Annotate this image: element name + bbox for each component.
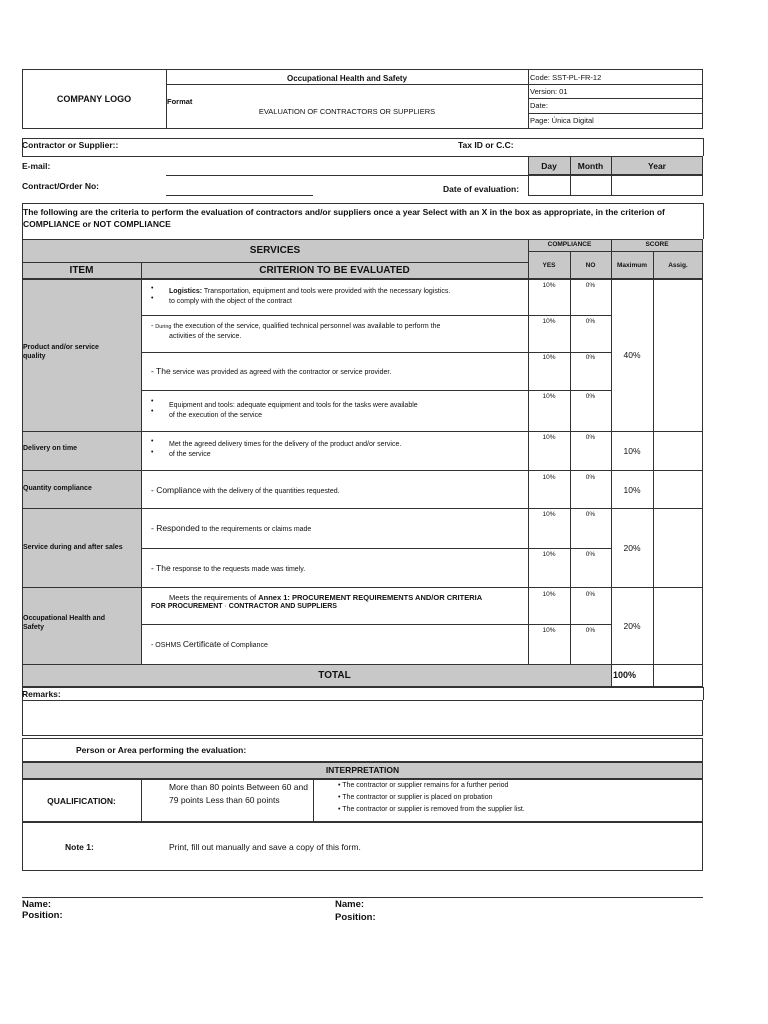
bullet-icon: •	[338, 782, 343, 789]
criterion-annex: Meets the requirements of Annex 1: PROCUREMENT REQUIREMENTS AND/OR CRITERIA	[169, 593, 483, 602]
yes-value[interactable]: 10%	[542, 434, 556, 441]
item-product-quality: Product and/or service quality	[23, 344, 99, 360]
no-value[interactable]: 0%	[585, 393, 596, 400]
bullet-icon: •	[151, 408, 154, 415]
remarks-field[interactable]	[22, 700, 703, 736]
total-label: TOTAL	[318, 670, 351, 681]
date-eval-label: Date of evaluation:	[443, 184, 520, 194]
item-service-after-sales: Service during and after sales	[23, 544, 123, 551]
max-score-quantity: 10%	[623, 485, 641, 495]
criterion-responded: - Responded to the requirements or claims made	[151, 523, 312, 533]
item-delivery-on-time: Delivery on time	[23, 445, 78, 452]
tax-id-label: Tax ID or C.C:	[458, 140, 514, 150]
criterion-delivery-times-2: of the service	[169, 451, 211, 458]
form-page: Page: Única Digital	[530, 116, 594, 125]
interpretation-list	[338, 780, 525, 816]
note-text: Print, fill out manually and save a copy of this form.	[169, 842, 361, 852]
format-label: Format	[167, 97, 193, 106]
criterion-header: CRITERION TO BE EVALUATED	[259, 265, 410, 276]
criterion-as-agreed: - The service was provided as agreed with the contractor or service provider.	[151, 366, 392, 376]
bullet-icon: •	[151, 438, 154, 445]
form-title: Occupational Health and Safety	[286, 74, 408, 83]
yes-value[interactable]: 10%	[542, 627, 556, 634]
item-ohs: Occupational Health and Safety	[23, 615, 106, 631]
compliance-header: COMPLIANCE	[547, 241, 592, 248]
form-version: Version: 01	[530, 87, 568, 96]
contract-label: Contract/Order No:	[22, 181, 99, 191]
signature-position-2: Position:	[335, 912, 376, 923]
interpretation-item: • The contractor or supplier is placed on probation	[338, 794, 493, 801]
note-row	[22, 822, 703, 871]
yes-header: YES	[542, 262, 556, 269]
note-label: Note 1:	[65, 842, 94, 852]
bullet-icon: •	[151, 295, 154, 302]
item-header: ITEM	[69, 265, 94, 276]
yes-value[interactable]: 10%	[542, 591, 556, 598]
criterion-annex-2: FOR PROCUREMENT · CONTRACTOR AND SUPPLIERS	[151, 603, 337, 610]
no-value[interactable]: 0%	[585, 627, 596, 634]
criterion-timely: - The response to the requests made was timely.	[151, 563, 306, 573]
bullet-icon: •	[151, 285, 154, 292]
criterion-personnel: - During the execution of the service, qualified technical personnel was available to perform the	[151, 323, 441, 330]
bullet-icon: •	[151, 398, 154, 405]
interpretation-title: INTERPRETATION	[325, 765, 400, 775]
yes-value[interactable]: 10%	[542, 393, 556, 400]
bullet-icon: •	[338, 794, 343, 801]
intro-text: The following are the criteria to perform the evaluation of contractors and/or suppliers once a year Select with an X in the box as appropriate, in the criterion of COMPLIANCE or NOT COMPLIANCE	[23, 207, 665, 230]
interpretation-item: • The contractor or supplier remains for a further period	[338, 782, 509, 789]
assig-header: Assig.	[668, 262, 688, 269]
no-value[interactable]: 0%	[585, 318, 596, 325]
max-score-ohs: 20%	[623, 621, 641, 631]
criterion-quantities: - Compliance with the delivery of the quantities requested.	[151, 485, 340, 495]
form-code: Code: SST-PL-FR-12	[530, 73, 602, 82]
signature-name-2: Name:	[335, 899, 365, 910]
score-header: SCORE	[645, 241, 669, 248]
yes-value[interactable]: 10%	[542, 318, 556, 325]
criterion-oshms: - OSHMS Certificate of Compliance	[151, 639, 268, 649]
signature-position-1: Position:	[22, 910, 63, 921]
bullet-icon: •	[151, 449, 154, 456]
qualification-ranges: More than 80 points Between 60 and 79 points Less than 60 points	[169, 782, 308, 805]
interpretation-item: • The contractor or supplier is removed from the supplier list.	[338, 806, 525, 813]
signature-name-1: Name:	[22, 899, 52, 910]
no-value[interactable]: 0%	[585, 474, 596, 481]
criterion-logistics: Logistics: Transportation, equipment and tools were provided with the necessary logistics.	[169, 288, 451, 295]
no-value[interactable]: 0%	[585, 354, 596, 361]
email-label: E-mail:	[22, 161, 51, 171]
max-score-delivery: 10%	[623, 446, 641, 456]
form-date: Date:	[530, 101, 548, 110]
services-title: SERVICES	[249, 245, 301, 256]
no-value[interactable]: 0%	[585, 591, 596, 598]
no-value[interactable]: 0%	[585, 551, 596, 558]
yes-value[interactable]: 10%	[542, 282, 556, 289]
yes-value[interactable]: 10%	[542, 511, 556, 518]
yes-value[interactable]: 10%	[542, 551, 556, 558]
yes-value[interactable]: 10%	[542, 474, 556, 481]
month-label: Month	[577, 161, 604, 171]
criterion-equipment-2: of the execution of the service	[169, 412, 262, 419]
yes-value[interactable]: 10%	[542, 354, 556, 361]
item-quantity-compliance: Quantity compliance	[23, 485, 92, 492]
no-value[interactable]: 0%	[585, 511, 596, 518]
qualification-label: QUALIFICATION:	[47, 796, 116, 806]
maximum-header: Maximum	[617, 262, 647, 269]
bullet-icon: •	[338, 806, 343, 813]
no-value[interactable]: 0%	[585, 434, 596, 441]
company-logo: COMPANY LOGO	[56, 94, 132, 104]
max-score-quality: 40%	[623, 350, 641, 360]
criterion-equipment: Equipment and tools: adequate equipment and tools for the tasks were available	[169, 402, 418, 409]
contractor-label: Contractor or Supplier::	[22, 140, 119, 150]
no-value[interactable]: 0%	[585, 282, 596, 289]
form-subtitle: EVALUATION OF CONTRACTORS OR SUPPLIERS	[258, 107, 436, 116]
criterion-delivery-times: Met the agreed delivery times for the delivery of the product and/or service.	[169, 441, 402, 448]
year-label: Year	[648, 161, 666, 171]
remarks-label: Remarks:	[22, 689, 61, 699]
no-header: NO	[585, 262, 596, 269]
criterion-personnel-2: activities of the service.	[169, 333, 242, 340]
criterion-logistics-2: to comply with the object of the contract	[169, 298, 292, 305]
date-fields[interactable]	[528, 175, 703, 196]
person-label: Person or Area performing the evaluation:	[76, 745, 247, 755]
total-value: 100%	[613, 670, 637, 680]
day-label: Day	[541, 161, 557, 171]
max-score-service: 20%	[623, 543, 641, 553]
